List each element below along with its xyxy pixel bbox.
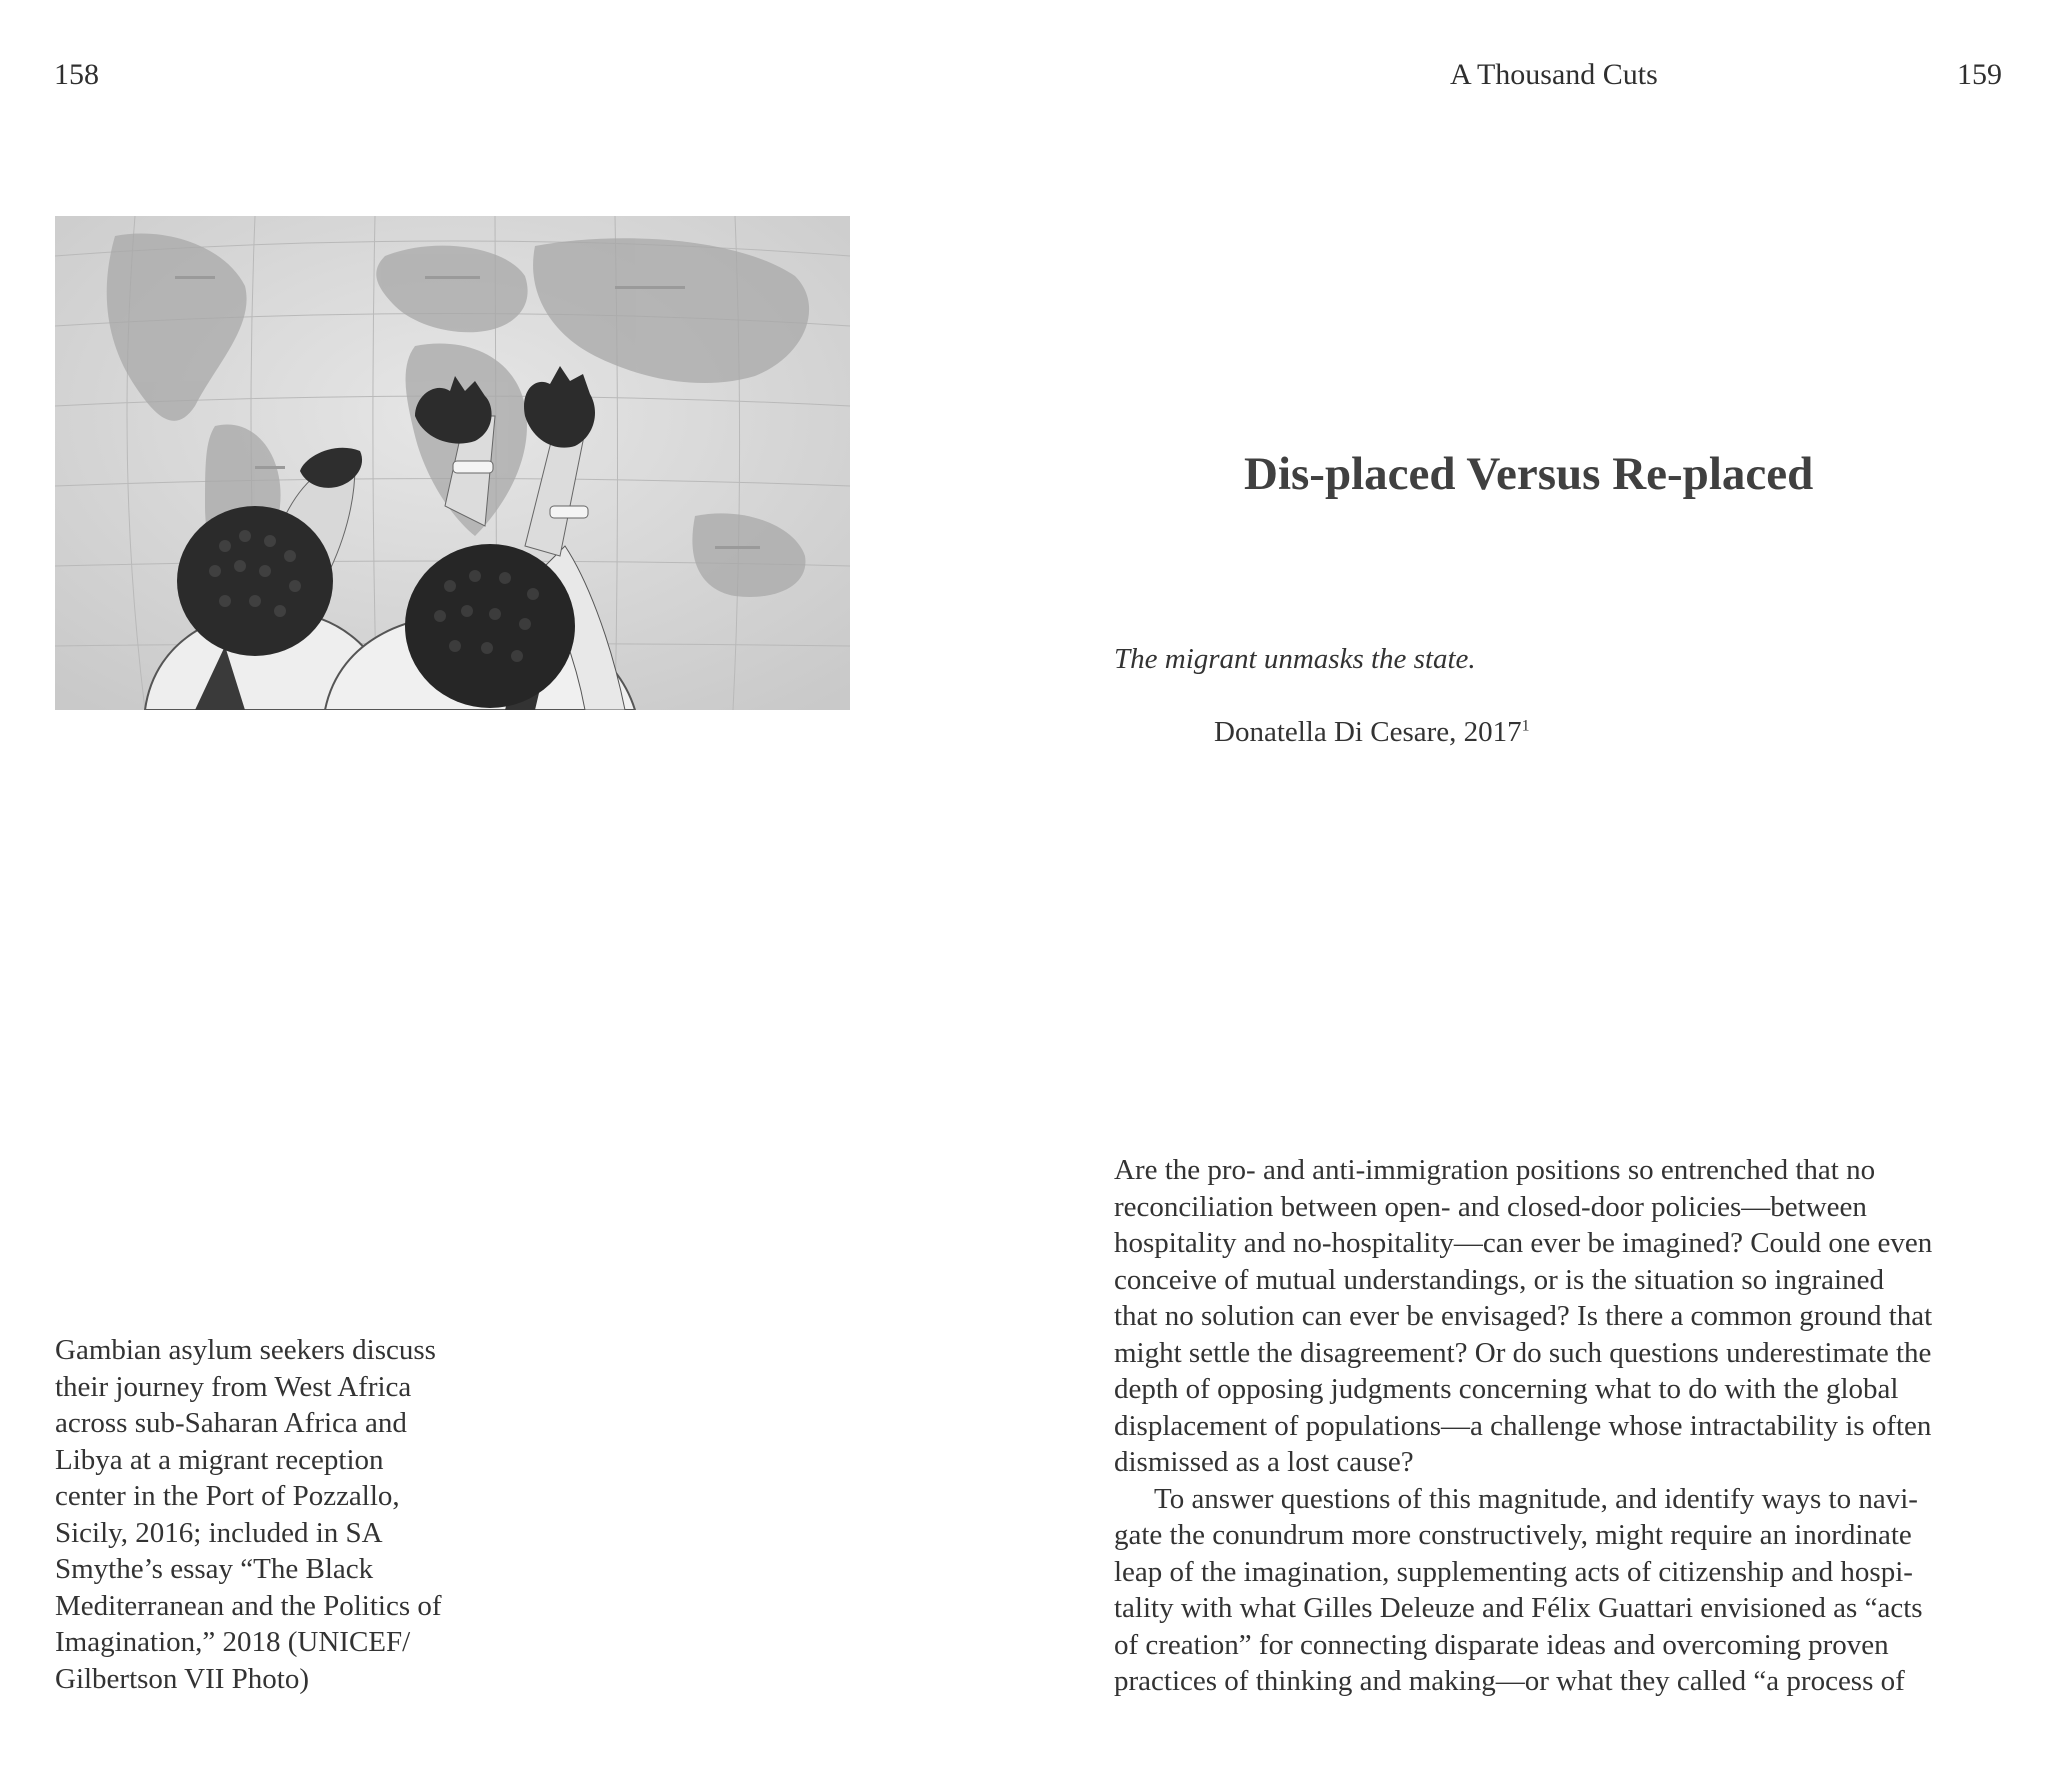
caption-line: Sicily, 2016; included in SA bbox=[55, 1516, 383, 1549]
footnote-marker[interactable]: 1 bbox=[1521, 717, 1530, 735]
body-line: practices of thinking and making—or what they called “a process of bbox=[1114, 1665, 1905, 1697]
running-head: A Thousand Cuts bbox=[1450, 58, 1658, 91]
caption-line: Imagination,” 2018 (UNICEF/ bbox=[55, 1626, 411, 1658]
left-page-number: 158 bbox=[54, 58, 99, 91]
body-line: displacement of populations—a challenge whose intractability is often bbox=[1114, 1409, 1932, 1442]
body-line: gate the conundrum more constructively, might require an inordinate bbox=[1114, 1519, 1912, 1551]
body-line: dismissed as a lost cause? bbox=[1114, 1446, 1414, 1478]
body-line: depth of opposing judgments concerning what to do with the global bbox=[1114, 1373, 1899, 1405]
caption-line: Smythe’s essay “The Black bbox=[55, 1553, 374, 1585]
photo-caption bbox=[55, 1332, 495, 1697]
caption-line: their journey from West Africa bbox=[55, 1370, 412, 1403]
body-line: Are the pro- and anti-immigration positions so entrenched that no bbox=[1114, 1154, 1876, 1186]
chapter-title: Dis-placed Versus Re-placed bbox=[1244, 448, 1814, 500]
caption-line: Libya at a migrant reception bbox=[55, 1443, 384, 1476]
body-line: To answer questions of this magnitude, and identify ways to navi- bbox=[1154, 1482, 1918, 1515]
caption-line: across sub-Saharan Africa and bbox=[55, 1407, 407, 1439]
attribution-text: Donatella Di Cesare, 2017 bbox=[1214, 716, 1522, 748]
body-line: of creation” for connecting disparate ideas and overcoming proven bbox=[1114, 1628, 1889, 1661]
body-line: reconciliation between open- and closed-door policies—between bbox=[1114, 1190, 1867, 1223]
caption-line: Mediterranean and the Politics of bbox=[55, 1589, 442, 1622]
caption-line: Gambian asylum seekers discuss bbox=[55, 1334, 436, 1366]
body-line: tality with what Gilles Deleuze and Félix Guattari envisioned as “acts bbox=[1114, 1592, 1923, 1624]
body-line: leap of the imagination, supplementing acts of citizenship and hospi- bbox=[1114, 1555, 1913, 1588]
photo-map-hands-icon bbox=[55, 216, 850, 710]
body-text bbox=[1114, 1152, 2014, 1700]
epigraph: The migrant unmasks the state. bbox=[1114, 643, 1476, 675]
epigraph-attribution bbox=[1214, 716, 1530, 749]
right-page-number: 159 bbox=[1957, 58, 2002, 91]
photo-map-hands bbox=[55, 216, 850, 710]
body-line: might settle the disagreement? Or do such questions underestimate the bbox=[1114, 1336, 1932, 1369]
body-line: hospitality and no-hospitality—can ever be imagined? Could one even bbox=[1114, 1227, 1933, 1259]
body-line: that no solution can ever be envisaged? Is there a common ground that bbox=[1114, 1300, 1933, 1332]
body-line: conceive of mutual understandings, or is the situation so ingrained bbox=[1114, 1263, 1884, 1296]
caption-line: Gilbertson VII Photo) bbox=[55, 1662, 310, 1695]
caption-line: center in the Port of Pozzallo, bbox=[55, 1480, 400, 1512]
